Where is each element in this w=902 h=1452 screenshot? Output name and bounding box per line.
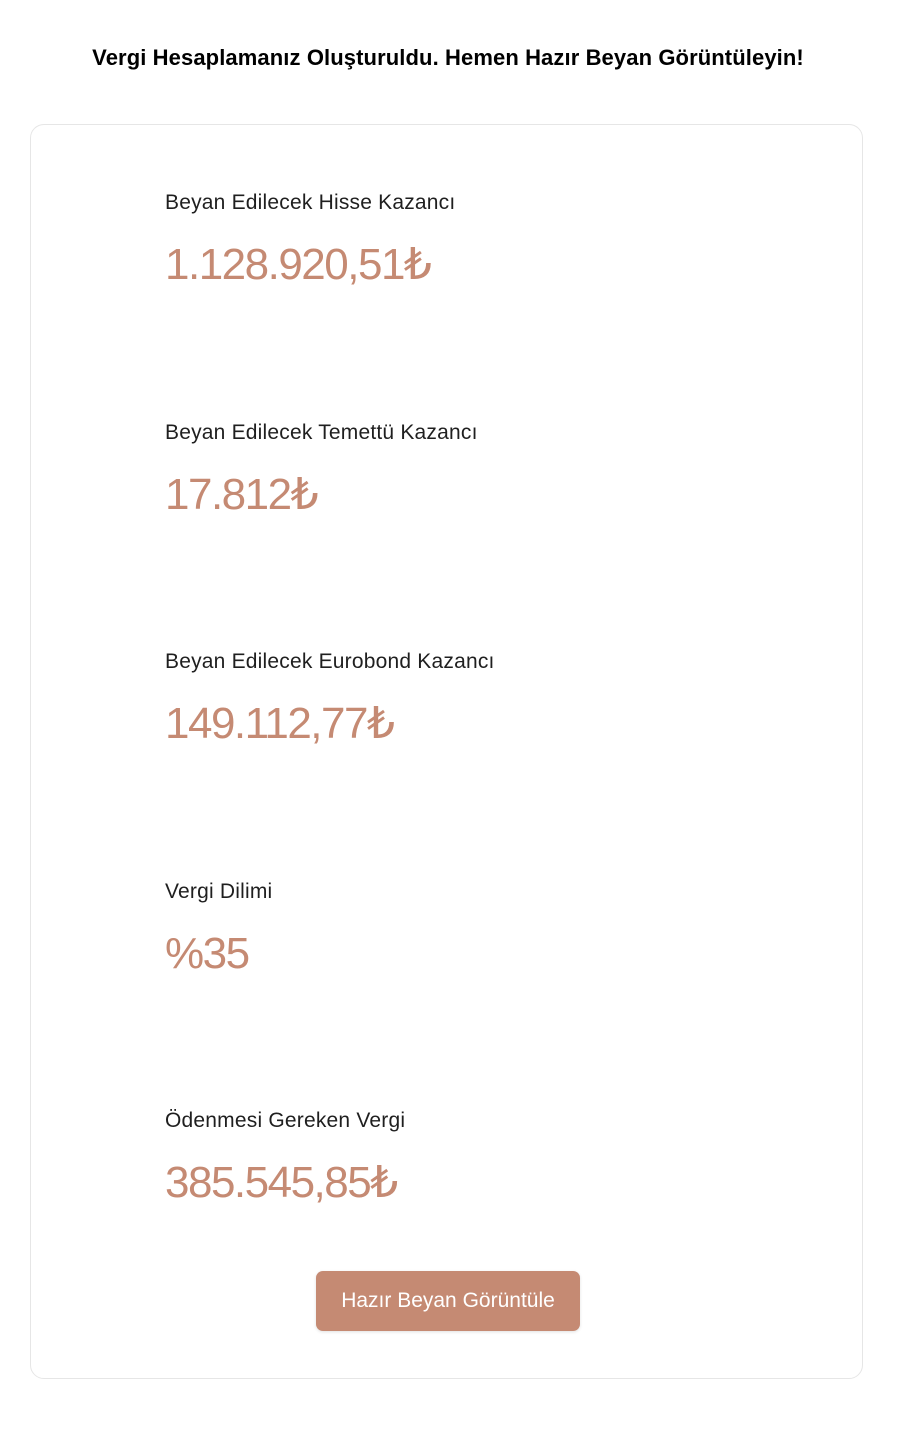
view-declaration-button[interactable]: Hazır Beyan Görüntüle xyxy=(316,1271,580,1331)
summary-value: %35 xyxy=(165,929,249,978)
summary-item-dividend-gain xyxy=(165,419,478,521)
summary-value: 17.812₺ xyxy=(165,470,318,519)
summary-value: 385.545,85₺ xyxy=(165,1158,397,1207)
summary-label: Beyan Edilecek Eurobond Kazancı xyxy=(165,650,495,673)
summary-item-stock-gain xyxy=(165,189,455,291)
summary-value: 149.112,77₺ xyxy=(165,699,394,748)
summary-item-tax-due xyxy=(165,1107,405,1209)
summary-label: Ödenmesi Gereken Vergi xyxy=(165,1109,406,1132)
summary-item-eurobond-gain xyxy=(165,648,495,750)
summary-label: Beyan Edilecek Hisse Kazancı xyxy=(165,191,456,214)
summary-value: 1.128.920,51₺ xyxy=(165,240,431,289)
summary-label: Vergi Dilimi xyxy=(165,880,273,903)
summary-label: Beyan Edilecek Temettü Kazancı xyxy=(165,421,478,444)
tax-summary-card xyxy=(30,124,863,1379)
page-title: Vergi Hesaplamanız Oluşturuldu. Hemen Hazır Beyan Görüntüleyin! xyxy=(92,45,804,70)
summary-item-tax-bracket xyxy=(165,878,272,980)
